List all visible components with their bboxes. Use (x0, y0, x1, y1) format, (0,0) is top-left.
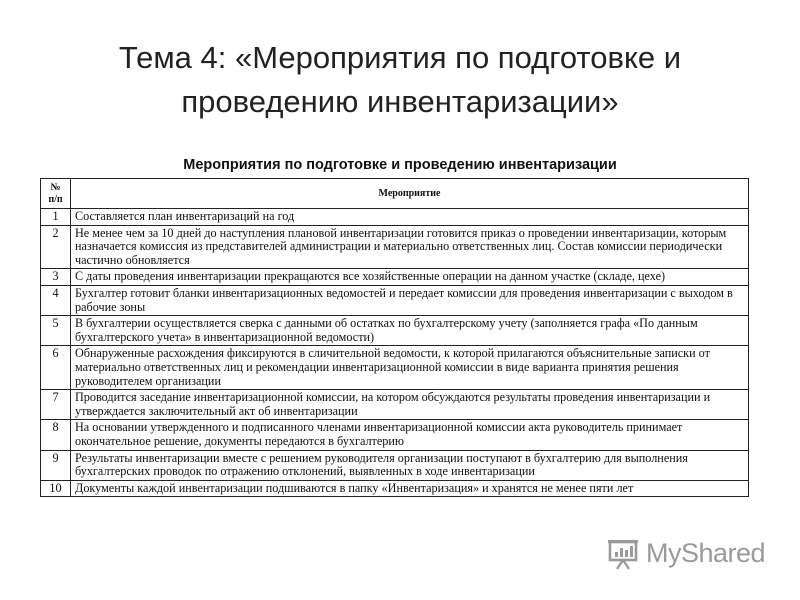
document-heading: Мероприятия по подготовке и проведению инвентаризации (183, 157, 617, 173)
table-row (41, 316, 749, 346)
slide-title (40, 36, 760, 124)
row-event-text: В бухгалтерии осуществляется сверка с данными об остатках по бухгалтерскому учету (заполняется графа «По данным бухгалтерского учета» в инвентаризационной ведомости) (71, 316, 749, 346)
row-number: 10 (41, 480, 71, 497)
table-header-row (41, 179, 749, 209)
table-row (41, 450, 749, 480)
table-row (41, 390, 749, 420)
column-header-event: Мероприятие (71, 179, 749, 209)
slide-title-line-1: Тема 4: «Мероприятия по подготовке и (118, 40, 682, 75)
table-row (41, 285, 749, 315)
row-number: 1 (41, 209, 71, 226)
table-row (41, 209, 749, 226)
row-number: 7 (41, 390, 71, 420)
table-row (41, 480, 749, 497)
myshared-logo (606, 534, 766, 574)
row-event-text: Проводится заседание инвентаризационной комиссии, на котором обсуждаются результаты проведения инвентаризации и утверждается заключительный акт об инвентаризации (71, 390, 749, 420)
row-number: 3 (41, 269, 71, 286)
table-row (41, 346, 749, 390)
row-number: 4 (41, 285, 71, 315)
row-event-text: С даты проведения инвентаризации прекращаются все хозяйственные операции на данном участке (складе, цехе) (71, 269, 749, 286)
row-number: 8 (41, 420, 71, 450)
row-event-text: Результаты инвентаризации вместе с решением руководителя организации поступают в бухгалтерию для выполнения бухгалтерских проводок по отражению отклонений, выявленных в ходе инвентаризации (71, 450, 749, 480)
table-row (41, 420, 749, 450)
table-row (41, 269, 749, 286)
column-header-number: № п/п (41, 179, 71, 209)
row-event-text: Составляется план инвентаризаций на год (71, 209, 749, 226)
row-event-text: Обнаруженные расхождения фиксируются в сличительной ведомости, к которой прилагаются объяснительные записки от материально ответственных лиц и рекомендации инвентаризационной комиссии в виде варианта принятия решения руководителем организации (71, 346, 749, 390)
row-event-text: Бухгалтер готовит бланки инвентаризационных ведомостей и передает комиссии для проведения инвентаризации с выходом в рабочие зоны (71, 285, 749, 315)
row-event-text: Документы каждой инвентаризации подшиваются в папку «Инвентаризация» и хранятся не менее пяти лет (71, 480, 749, 497)
myshared-logo-text: MyShared (646, 538, 766, 568)
table-row (41, 225, 749, 269)
row-number: 6 (41, 346, 71, 390)
presentation-board-icon (606, 536, 640, 570)
events-table (40, 178, 749, 497)
row-event-text: На основании утвержденного и подписанного членами инвентаризационной комиссии акта руководитель принимает окончательное решение, документы передаются в бухгалтерию (71, 420, 749, 450)
row-number: 9 (41, 450, 71, 480)
row-event-text: Не менее чем за 10 дней до наступления плановой инвентаризации готовится приказ о проведении инвентаризации, которым назначается комиссия из представителей администрации и материально ответственных лиц. Состав комиссии периодически частично обновляется (71, 225, 749, 269)
row-number: 5 (41, 316, 71, 346)
row-number: 2 (41, 225, 71, 269)
slide-title-line-2: проведению инвентаризации» (181, 84, 619, 119)
